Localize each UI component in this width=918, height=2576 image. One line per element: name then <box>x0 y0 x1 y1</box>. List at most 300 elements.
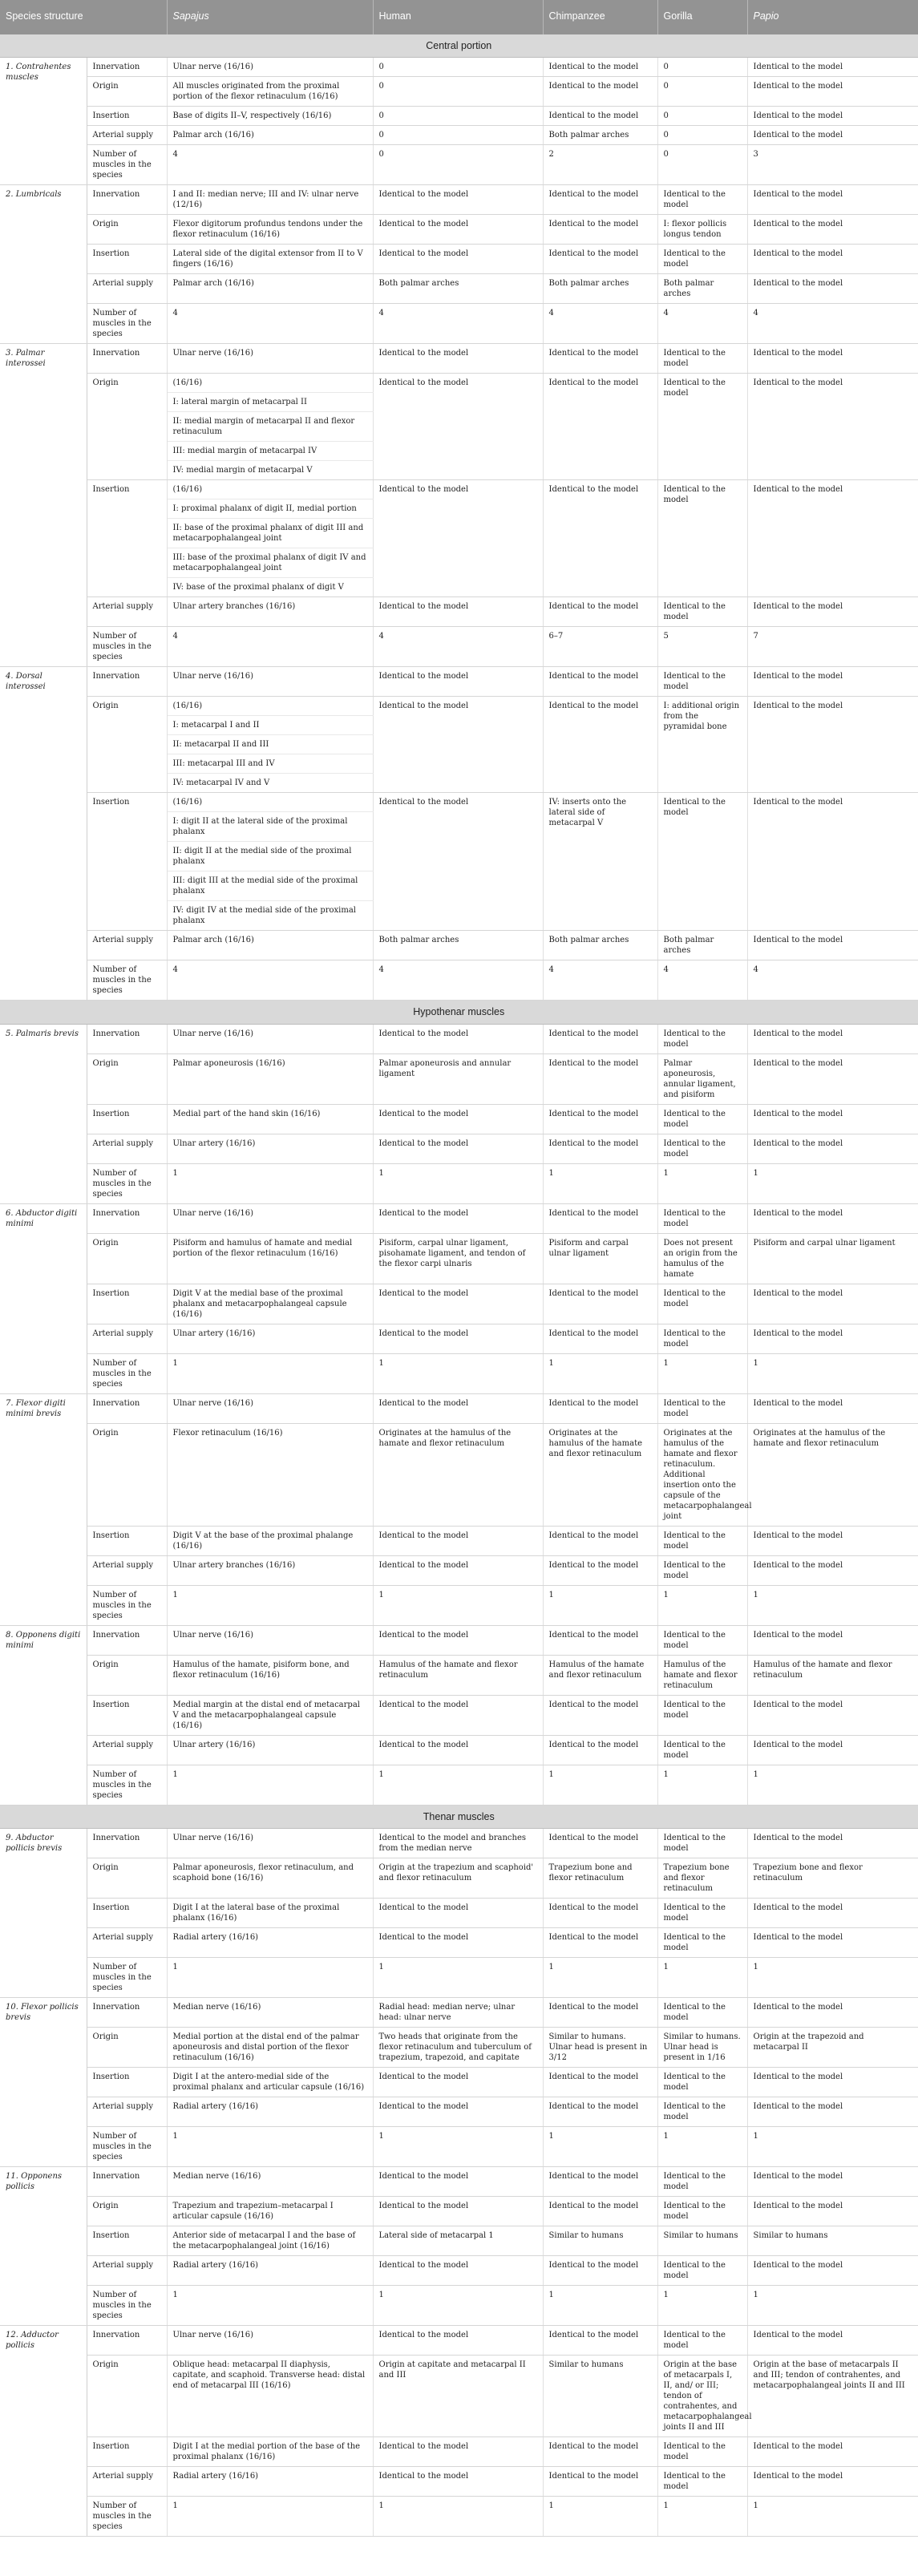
attribute-label: Number of muscles in the species <box>87 627 167 667</box>
chimpanzee-cell: Identical to the model <box>543 2255 657 2285</box>
sapajus-cell: 1 <box>167 2285 373 2325</box>
sapajus-cell: Ulnar nerve (16/16) <box>167 1393 373 1423</box>
attribute-label: Innervation <box>87 1997 167 2027</box>
table-row <box>0 1898 918 1927</box>
chimpanzee-cell: 4 <box>543 304 657 344</box>
attribute-label: Innervation <box>87 185 167 215</box>
human-cell: Originates at the hamulus of the hamate and flexor retinaculum <box>373 1423 543 1526</box>
human-cell: 1 <box>373 1353 543 1393</box>
chimpanzee-cell: Identical to the model <box>543 1828 657 1858</box>
attribute-label: Number of muscles in the species <box>87 960 167 1001</box>
table-row <box>0 627 918 667</box>
muscle-name <box>0 1393 87 1625</box>
papio-cell: Identical to the model <box>747 344 918 374</box>
gorilla-cell: 1 <box>657 1957 747 1997</box>
papio-cell: Identical to the model <box>747 1735 918 1765</box>
attribute-label: Insertion <box>87 1526 167 1555</box>
muscle-name-text: 1. Contrahentes muscles <box>6 63 71 83</box>
table-row <box>0 1526 918 1555</box>
gorilla-cell: Does not present an origin from the hamulus of the hamate <box>657 1233 747 1284</box>
sapajus-cell: I: proximal phalanx of digit II, medial portion <box>167 499 373 519</box>
table-row <box>0 1735 918 1765</box>
sapajus-cell: (16/16) <box>167 697 373 716</box>
gorilla-cell: Identical to the model <box>657 2255 747 2285</box>
human-cell: Identical to the model <box>373 597 543 627</box>
sapajus-cell: Ulnar nerve (16/16) <box>167 667 373 697</box>
gorilla-cell: Origin at the base of metacarpals I, II, and/ or III; tendon of contrahentes, and metacarpophalangeal joints II and III <box>657 2355 747 2436</box>
attribute-label: Innervation <box>87 2325 167 2355</box>
attribute-label: Insertion <box>87 2067 167 2097</box>
muscle-name-text: 12. Adductor pollicis <box>6 2330 59 2350</box>
papio-cell: Identical to the model <box>747 374 918 480</box>
sapajus-cell: II: base of the proximal phalanx of digit III and metacarpophalangeal joint <box>167 519 373 548</box>
sapajus-cell: Pisiform and hamulus of hamate and medial portion of the flexor retinaculum (16/16) <box>167 1233 373 1284</box>
sapajus-cell: III: base of the proximal phalanx of digit IV and metacarpophalangeal joint <box>167 548 373 578</box>
gorilla-cell: Identical to the model <box>657 2325 747 2355</box>
papio-cell: 1 <box>747 2126 918 2166</box>
chimpanzee-cell: Identical to the model <box>543 1735 657 1765</box>
table-row <box>0 126 918 145</box>
table-row <box>0 185 918 215</box>
human-cell: Radial head: median nerve; ulnar head: ulnar nerve <box>373 1997 543 2027</box>
chimpanzee-cell: Identical to the model <box>543 2466 657 2496</box>
attribute-label: Origin <box>87 77 167 107</box>
papio-cell: Identical to the model <box>747 1828 918 1858</box>
gorilla-cell: Identical to the model <box>657 597 747 627</box>
human-cell: Identical to the model <box>373 1203 543 1233</box>
table-row <box>0 1585 918 1625</box>
gorilla-cell: Identical to the model <box>657 1927 747 1957</box>
table-row <box>0 480 918 499</box>
attribute-label: Arterial supply <box>87 1927 167 1957</box>
chimpanzee-cell: Identical to the model <box>543 2196 657 2226</box>
muscle-name <box>0 1625 87 1805</box>
papio-cell: Identical to the model <box>747 1927 918 1957</box>
chimpanzee-cell: Identical to the model <box>543 107 657 126</box>
chimpanzee-cell: Identical to the model <box>543 2166 657 2196</box>
attribute-label: Arterial supply <box>87 126 167 145</box>
gorilla-cell: 0 <box>657 77 747 107</box>
sapajus-cell: II: medial margin of metacarpal II and flexor retinaculum <box>167 412 373 442</box>
table-row <box>0 1625 918 1655</box>
papio-cell: Similar to humans <box>747 2226 918 2255</box>
attribute-label: Origin <box>87 2196 167 2226</box>
sapajus-cell: Hamulus of the hamate, pisiform bone, and flexor retinaculum (16/16) <box>167 1655 373 1695</box>
papio-cell: 4 <box>747 960 918 1001</box>
papio-cell: Identical to the model <box>747 597 918 627</box>
table-row <box>0 2226 918 2255</box>
sapajus-cell: Ulnar artery branches (16/16) <box>167 1555 373 1585</box>
papio-cell: 4 <box>747 304 918 344</box>
sapajus-cell: Ulnar artery (16/16) <box>167 1134 373 1163</box>
human-cell: Identical to the model <box>373 1927 543 1957</box>
human-cell: Two heads that originate from the flexor retinaculum and tuberculum of trapezium, trapezoid, and capitate <box>373 2027 543 2067</box>
gorilla-cell: I: flexor pollicis longus tendon <box>657 215 747 245</box>
table-row <box>0 667 918 697</box>
chimpanzee-cell: Identical to the model <box>543 697 657 793</box>
gorilla-cell: Identical to the model <box>657 344 747 374</box>
attribute-label: Origin <box>87 374 167 480</box>
sapajus-cell: Digit I at the medial portion of the base of the proximal phalanx (16/16) <box>167 2436 373 2466</box>
attribute-label: Insertion <box>87 793 167 931</box>
sapajus-cell: (16/16) <box>167 793 373 812</box>
attribute-label: Innervation <box>87 1203 167 1233</box>
table-row <box>0 1053 918 1104</box>
attribute-label: Arterial supply <box>87 1324 167 1353</box>
table-row <box>0 2126 918 2166</box>
attribute-label: Insertion <box>87 1104 167 1134</box>
muscle-name <box>0 2325 87 2536</box>
human-cell: Palmar aponeurosis and annular ligament <box>373 1053 543 1104</box>
human-cell: Identical to the model <box>373 245 543 274</box>
human-cell: Identical to the model <box>373 1625 543 1655</box>
gorilla-cell: Originates at the hamulus of the hamate and flexor retinaculum. Additional insertion onto the capsule of the metacarpophalangeal joint <box>657 1423 747 1526</box>
human-cell: Identical to the model <box>373 185 543 215</box>
chimpanzee-cell: 6–7 <box>543 627 657 667</box>
sapajus-cell: Palmar arch (16/16) <box>167 931 373 960</box>
human-cell: 4 <box>373 304 543 344</box>
human-cell: Identical to the model <box>373 1735 543 1765</box>
table-row <box>0 1024 918 1053</box>
papio-cell: 1 <box>747 1765 918 1805</box>
gorilla-cell: 1 <box>657 1353 747 1393</box>
table-row <box>0 1393 918 1423</box>
papio-cell: Identical to the model <box>747 2097 918 2126</box>
sapajus-cell: 4 <box>167 304 373 344</box>
chimpanzee-cell: Identical to the model <box>543 1393 657 1423</box>
chimpanzee-cell: 1 <box>543 2285 657 2325</box>
chimpanzee-cell: 4 <box>543 960 657 1001</box>
human-cell: 4 <box>373 960 543 1001</box>
chimpanzee-cell: Identical to the model <box>543 1555 657 1585</box>
chimpanzee-cell: Similar to humans. Ulnar head is present in 3/12 <box>543 2027 657 2067</box>
sapajus-cell: 1 <box>167 1353 373 1393</box>
papio-cell: 1 <box>747 1957 918 1997</box>
sapajus-cell: Flexor retinaculum (16/16) <box>167 1423 373 1526</box>
table-row <box>0 2255 918 2285</box>
papio-cell: Identical to the model <box>747 1053 918 1104</box>
human-cell: 1 <box>373 2496 543 2536</box>
human-cell: Identical to the model <box>373 2196 543 2226</box>
sapajus-cell: Median nerve (16/16) <box>167 1997 373 2027</box>
table-row <box>0 145 918 185</box>
table-row <box>0 1828 918 1858</box>
muscle-name-text: 4. Dorsal interossei <box>6 672 46 692</box>
human-cell: Identical to the model <box>373 215 543 245</box>
sapajus-cell: Palmar aponeurosis (16/16) <box>167 1053 373 1104</box>
papio-cell: Identical to the model <box>747 1024 918 1053</box>
attribute-label: Insertion <box>87 480 167 597</box>
muscle-name <box>0 344 87 667</box>
table-row <box>0 77 918 107</box>
sapajus-cell: I: metacarpal I and II <box>167 716 373 735</box>
papio-cell: Identical to the model <box>747 1997 918 2027</box>
gorilla-cell: 1 <box>657 1585 747 1625</box>
papio-cell: Identical to the model <box>747 2255 918 2285</box>
papio-cell: Identical to the model <box>747 697 918 793</box>
human-cell: Identical to the model <box>373 1695 543 1735</box>
attribute-label: Number of muscles in the species <box>87 145 167 185</box>
sapajus-cell: (16/16) <box>167 374 373 393</box>
chimpanzee-cell: Identical to the model <box>543 374 657 480</box>
gorilla-cell: Identical to the model <box>657 245 747 274</box>
chimpanzee-cell: Identical to the model <box>543 1284 657 1324</box>
human-cell: Identical to the model <box>373 2097 543 2126</box>
chimpanzee-cell: 1 <box>543 1957 657 1997</box>
sapajus-cell: Ulnar nerve (16/16) <box>167 344 373 374</box>
attribute-label: Arterial supply <box>87 931 167 960</box>
gorilla-cell: Palmar aponeurosis, annular ligament, and pisiform <box>657 1053 747 1104</box>
attribute-label: Number of muscles in the species <box>87 1585 167 1625</box>
human-cell: Identical to the model <box>373 2325 543 2355</box>
papio-cell: Identical to the model <box>747 185 918 215</box>
chimpanzee-cell: Identical to the model <box>543 2436 657 2466</box>
gorilla-cell: Identical to the model <box>657 1828 747 1858</box>
gorilla-cell: Identical to the model <box>657 480 747 597</box>
papio-cell: Originates at the hamulus of the hamate and flexor retinaculum <box>747 1423 918 1526</box>
attribute-label: Arterial supply <box>87 2255 167 2285</box>
sapajus-cell: Base of digits II–V, respectively (16/16) <box>167 107 373 126</box>
sapajus-cell: Flexor digitorum profundus tendons under the flexor retinaculum (16/16) <box>167 215 373 245</box>
papio-cell: Identical to the model <box>747 1104 918 1134</box>
attribute-label: Origin <box>87 697 167 793</box>
attribute-label: Number of muscles in the species <box>87 304 167 344</box>
sapajus-cell: III: medial margin of metacarpal IV <box>167 442 373 461</box>
chimpanzee-cell: Identical to the model <box>543 1134 657 1163</box>
attribute-label: Innervation <box>87 1024 167 1053</box>
gorilla-cell: Identical to the model <box>657 793 747 931</box>
header-row <box>0 0 918 34</box>
table-row <box>0 274 918 304</box>
table-row <box>0 1324 918 1353</box>
sapajus-cell: Anterior side of metacarpal I and the base of the metacarpophalangeal joint (16/16) <box>167 2226 373 2255</box>
attribute-label: Number of muscles in the species <box>87 1957 167 1997</box>
sapajus-cell: Ulnar nerve (16/16) <box>167 1024 373 1053</box>
table-row <box>0 597 918 627</box>
table-row <box>0 931 918 960</box>
attribute-label: Insertion <box>87 2226 167 2255</box>
gorilla-cell: 4 <box>657 960 747 1001</box>
gorilla-cell: I: additional origin from the pyramidal bone <box>657 697 747 793</box>
human-cell: 1 <box>373 1957 543 1997</box>
chimpanzee-cell: 1 <box>543 1585 657 1625</box>
chimpanzee-cell: Both palmar arches <box>543 274 657 304</box>
muscle-name-text: 8. Opponens digiti minimi <box>6 1630 81 1650</box>
attribute-label: Innervation <box>87 2166 167 2196</box>
attribute-label: Innervation <box>87 1393 167 1423</box>
muscle-name <box>0 1203 87 1393</box>
table-row <box>0 1858 918 1898</box>
chimpanzee-cell: Identical to the model <box>543 2325 657 2355</box>
sapajus-cell: Palmar aponeurosis, flexor retinaculum, and scaphoid bone (16/16) <box>167 1858 373 1898</box>
chimpanzee-cell: Identical to the model <box>543 1104 657 1134</box>
chimpanzee-cell: Identical to the model <box>543 2097 657 2126</box>
table-row <box>0 1655 918 1695</box>
table-row <box>0 344 918 374</box>
table-body <box>0 34 918 2536</box>
chimpanzee-cell: Identical to the model <box>543 1625 657 1655</box>
papio-cell: Identical to the model <box>747 793 918 931</box>
table-row <box>0 2196 918 2226</box>
human-cell: Identical to the model <box>373 2255 543 2285</box>
papio-cell: Identical to the model <box>747 1695 918 1735</box>
chimpanzee-cell: 1 <box>543 2126 657 2166</box>
attribute-label: Number of muscles in the species <box>87 1163 167 1203</box>
papio-cell: Identical to the model <box>747 2196 918 2226</box>
chimpanzee-cell: Identical to the model <box>543 1526 657 1555</box>
papio-cell: 1 <box>747 2285 918 2325</box>
sapajus-cell: Trapezium and trapezium–metacarpal I articular capsule (16/16) <box>167 2196 373 2226</box>
papio-cell: Identical to the model <box>747 2067 918 2097</box>
sapajus-cell: Ulnar artery branches (16/16) <box>167 597 373 627</box>
chimpanzee-cell: Identical to the model <box>543 1898 657 1927</box>
table-row <box>0 1233 918 1284</box>
table-row <box>0 2466 918 2496</box>
sapajus-cell: 1 <box>167 1163 373 1203</box>
chimpanzee-cell: Both palmar arches <box>543 126 657 145</box>
human-cell: Identical to the model <box>373 2466 543 2496</box>
papio-cell: Identical to the model <box>747 1324 918 1353</box>
chimpanzee-cell: 1 <box>543 1353 657 1393</box>
chimpanzee-cell: Identical to the model <box>543 58 657 77</box>
muscle-name-text: 10. Flexor pollicis brevis <box>6 2002 79 2022</box>
section-row <box>0 34 918 58</box>
table-row <box>0 1423 918 1526</box>
sapajus-cell: 1 <box>167 1585 373 1625</box>
table-row <box>0 374 918 393</box>
gorilla-cell: 0 <box>657 126 747 145</box>
table-row <box>0 2067 918 2097</box>
human-cell: Origin at capitate and metacarpal II and III <box>373 2355 543 2436</box>
papio-cell: 1 <box>747 1353 918 1393</box>
table-row <box>0 1927 918 1957</box>
gorilla-cell: 0 <box>657 145 747 185</box>
gorilla-cell: Identical to the model <box>657 1735 747 1765</box>
sapajus-cell: All muscles originated from the proximal portion of the flexor retinaculum (16/16) <box>167 77 373 107</box>
gorilla-cell: Identical to the model <box>657 2196 747 2226</box>
muscle-name <box>0 1024 87 1203</box>
human-cell: Identical to the model <box>373 1284 543 1324</box>
sapajus-cell: Oblique head: metacarpal II diaphysis, capitate, and scaphoid. Transverse head: distal end of metacarpal III (16/16) <box>167 2355 373 2436</box>
sapajus-cell: 1 <box>167 2496 373 2536</box>
human-cell: Identical to the model <box>373 1324 543 1353</box>
section-title: Central portion <box>0 34 918 58</box>
table-header <box>0 0 918 34</box>
sapajus-cell: IV: medial margin of metacarpal V <box>167 461 373 480</box>
human-cell: Identical to the model <box>373 1898 543 1927</box>
human-cell: Identical to the model and branches from the median nerve <box>373 1828 543 1858</box>
sapajus-cell: 1 <box>167 2126 373 2166</box>
gorilla-cell: Identical to the model <box>657 2466 747 2496</box>
sapajus-cell: Digit V at the base of the proximal phalange (16/16) <box>167 1526 373 1555</box>
chimpanzee-cell: 1 <box>543 2496 657 2536</box>
chimpanzee-cell: Identical to the model <box>543 1997 657 2027</box>
table-row <box>0 304 918 344</box>
papio-cell: Identical to the model <box>747 1898 918 1927</box>
papio-cell: Identical to the model <box>747 274 918 304</box>
papio-cell: 7 <box>747 627 918 667</box>
attribute-label: Arterial supply <box>87 1735 167 1765</box>
table-row <box>0 2027 918 2067</box>
chimpanzee-cell: Identical to the model <box>543 1927 657 1957</box>
human-cell: 1 <box>373 1765 543 1805</box>
sapajus-cell: Palmar arch (16/16) <box>167 126 373 145</box>
papio-cell: Identical to the model <box>747 1134 918 1163</box>
table-row <box>0 1555 918 1585</box>
papio-cell: Hamulus of the hamate and flexor retinaculum <box>747 1655 918 1695</box>
papio-cell: Identical to the model <box>747 1526 918 1555</box>
chimpanzee-cell: Similar to humans <box>543 2226 657 2255</box>
table-row <box>0 245 918 274</box>
human-cell: Pisiform, carpal ulnar ligament, pisohamate ligament, and tendon of the flexor carpi ulnaris <box>373 1233 543 1284</box>
sapajus-cell: Ulnar nerve (16/16) <box>167 1625 373 1655</box>
table-row <box>0 793 918 812</box>
papio-cell: Identical to the model <box>747 480 918 597</box>
attribute-label: Insertion <box>87 245 167 274</box>
gorilla-cell: Similar to humans. Ulnar head is present in 1/16 <box>657 2027 747 2067</box>
papio-cell: Identical to the model <box>747 77 918 107</box>
chimpanzee-cell: Hamulus of the hamate and flexor retinaculum <box>543 1655 657 1695</box>
papio-cell: Identical to the model <box>747 245 918 274</box>
human-cell: 0 <box>373 58 543 77</box>
gorilla-cell: 1 <box>657 2496 747 2536</box>
sapajus-cell: Ulnar artery (16/16) <box>167 1324 373 1353</box>
papio-cell: Identical to the model <box>747 1284 918 1324</box>
papio-cell: 1 <box>747 2496 918 2536</box>
human-cell: 0 <box>373 126 543 145</box>
muscle-name-text: 11. Opponens pollicis <box>6 2171 63 2191</box>
gorilla-cell: Identical to the model <box>657 1284 747 1324</box>
gorilla-cell: Identical to the model <box>657 2436 747 2466</box>
muscle-name <box>0 1828 87 1997</box>
human-cell: Identical to the model <box>373 793 543 931</box>
papio-cell: Identical to the model <box>747 107 918 126</box>
human-cell: Identical to the model <box>373 1134 543 1163</box>
human-cell: Identical to the model <box>373 344 543 374</box>
papio-cell: Pisiform and carpal ulnar ligament <box>747 1233 918 1284</box>
chimpanzee-cell: 2 <box>543 145 657 185</box>
sapajus-cell: II: digit II at the medial side of the proximal phalanx <box>167 842 373 871</box>
table-row <box>0 1957 918 1997</box>
papio-cell: Identical to the model <box>747 667 918 697</box>
table-row <box>0 215 918 245</box>
attribute-label: Arterial supply <box>87 1134 167 1163</box>
table-row <box>0 697 918 716</box>
chimpanzee-cell: Identical to the model <box>543 77 657 107</box>
human-cell: Identical to the model <box>373 2166 543 2196</box>
chimpanzee-cell: Originates at the hamulus of the hamate and flexor retinaculum <box>543 1423 657 1526</box>
chimpanzee-cell: Both palmar arches <box>543 931 657 960</box>
attribute-label: Insertion <box>87 1284 167 1324</box>
sapajus-cell: Medial margin at the distal end of metacarpal V and the metacarpophalangeal capsule (16/16) <box>167 1695 373 1735</box>
gorilla-cell: Identical to the model <box>657 1393 747 1423</box>
section-title: Hypothenar muscles <box>0 1001 918 1024</box>
gorilla-cell: 1 <box>657 1765 747 1805</box>
chimpanzee-cell: Identical to the model <box>543 1053 657 1104</box>
papio-cell: Identical to the model <box>747 58 918 77</box>
chimpanzee-cell: Identical to the model <box>543 667 657 697</box>
table-row <box>0 1163 918 1203</box>
chimpanzee-cell: 1 <box>543 1765 657 1805</box>
papio-cell: Trapezium bone and flexor retinaculum <box>747 1858 918 1898</box>
table-row <box>0 1134 918 1163</box>
gorilla-cell: 1 <box>657 2126 747 2166</box>
sapajus-cell: IV: digit IV at the medial side of the proximal phalanx <box>167 901 373 931</box>
table-row <box>0 960 918 1001</box>
gorilla-cell: Identical to the model <box>657 1324 747 1353</box>
human-cell: 0 <box>373 145 543 185</box>
gorilla-cell: Identical to the model <box>657 1104 747 1134</box>
